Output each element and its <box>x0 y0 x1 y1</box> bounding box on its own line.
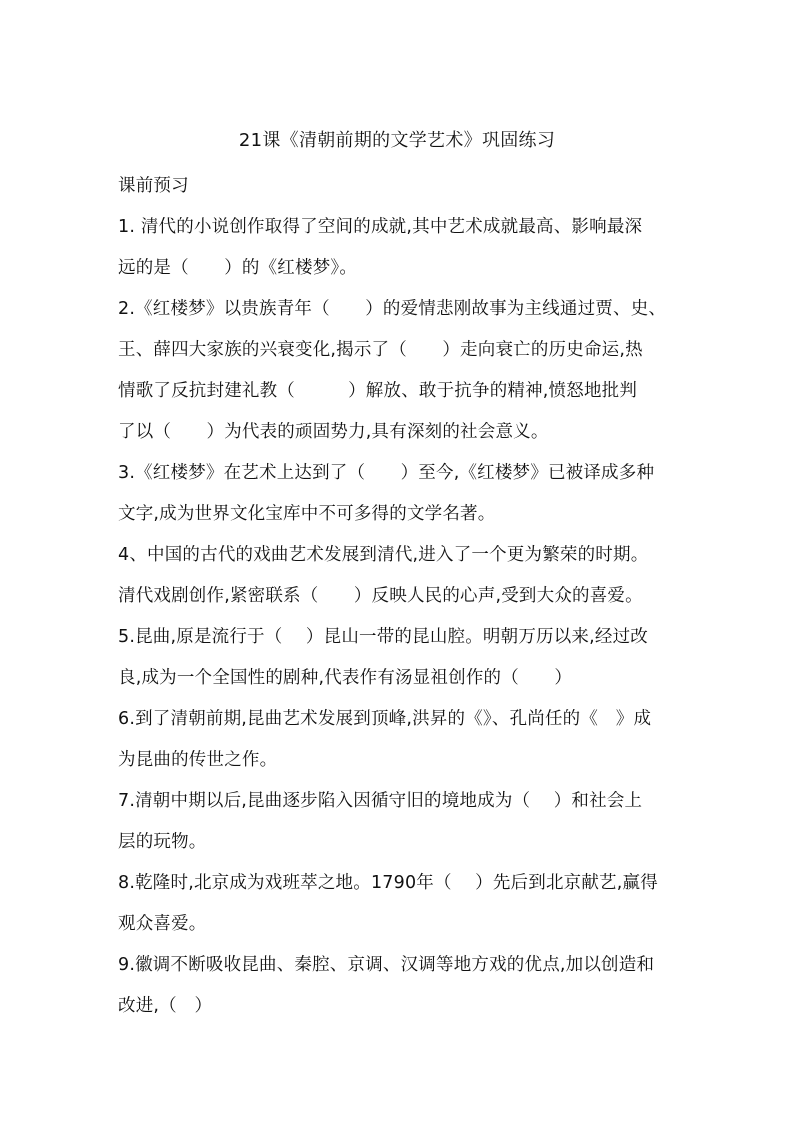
question-line: 王、薛四大家族的兴衰变化,揭示了（ ）走向衰亡的历史命运,热 <box>118 340 643 360</box>
question-3 <box>118 453 693 535</box>
question-9 <box>118 945 693 1027</box>
question-line: 5.昆曲,原是流行于（ ）昆山一带的昆山腔。明朝万历以来,经过改 <box>118 627 648 647</box>
question-line: 情歌了反抗封建礼教（ ）解放、敢于抗争的精神,愤怒地批判 <box>118 381 638 401</box>
question-2 <box>118 289 693 453</box>
question-5 <box>118 617 693 699</box>
question-line: 8.乾隆时,北京成为戏班萃之地。1790年（ ）先后到北京献艺,赢得 <box>118 873 658 893</box>
question-line: 观众喜爱。 <box>118 914 207 934</box>
question-line: 改进,（ ） <box>118 996 213 1016</box>
question-line: 了以（ ）为代表的顽固势力,具有深刻的社会意义。 <box>118 422 549 442</box>
question-7 <box>118 781 693 863</box>
question-line: 9.徽调不断吸收昆曲、秦腔、京调、汉调等地方戏的优点,加以创造和 <box>118 955 655 975</box>
question-line: 为昆曲的传世之作。 <box>118 750 278 770</box>
question-line: 3.《红楼梦》在艺术上达到了（ ）至今,《红楼梦》已被译成多种 <box>118 463 655 483</box>
page-title: 21课《清朝前期的文学艺术》巩固练习 <box>238 130 556 151</box>
question-line: 良,成为一个全国性的剧种,代表作有汤显祖创作的（ ） <box>118 668 573 688</box>
question-line: 1. 清代的小说创作取得了空间的成就,其中艺术成就最高、影响最深 <box>118 217 643 237</box>
question-line: 2.《红楼梦》以贵族青年（ ）的爱情悲刚故事为主线通过贾、史、 <box>118 299 667 319</box>
question-line: 清代戏剧创作,紧密联系（ ）反映人民的心声,受到大众的喜爱。 <box>118 586 643 606</box>
question-1 <box>118 207 693 289</box>
question-6 <box>118 699 693 781</box>
question-line: 4、中国的古代的戏曲艺术发展到清代,进入了一个更为繁荣的时期。 <box>118 545 649 565</box>
question-line: 远的是（ ）的《红楼梦》。 <box>118 258 358 278</box>
question-line: 层的玩物。 <box>118 832 207 852</box>
question-8 <box>118 863 693 945</box>
question-line: 文字,成为世界文化宝库中不可多得的文学名著。 <box>118 504 496 524</box>
question-4 <box>118 535 693 617</box>
question-line: 7.清朝中期以后,昆曲逐步陷入因循守旧的境地成为（ ）和社会上 <box>118 791 643 811</box>
section-label: 课前预习 <box>118 176 189 196</box>
document-body <box>118 166 693 1027</box>
question-line: 6.到了清朝前期,昆曲艺术发展到顶峰,洪昇的《》、孔尚任的《 》成 <box>118 709 652 729</box>
